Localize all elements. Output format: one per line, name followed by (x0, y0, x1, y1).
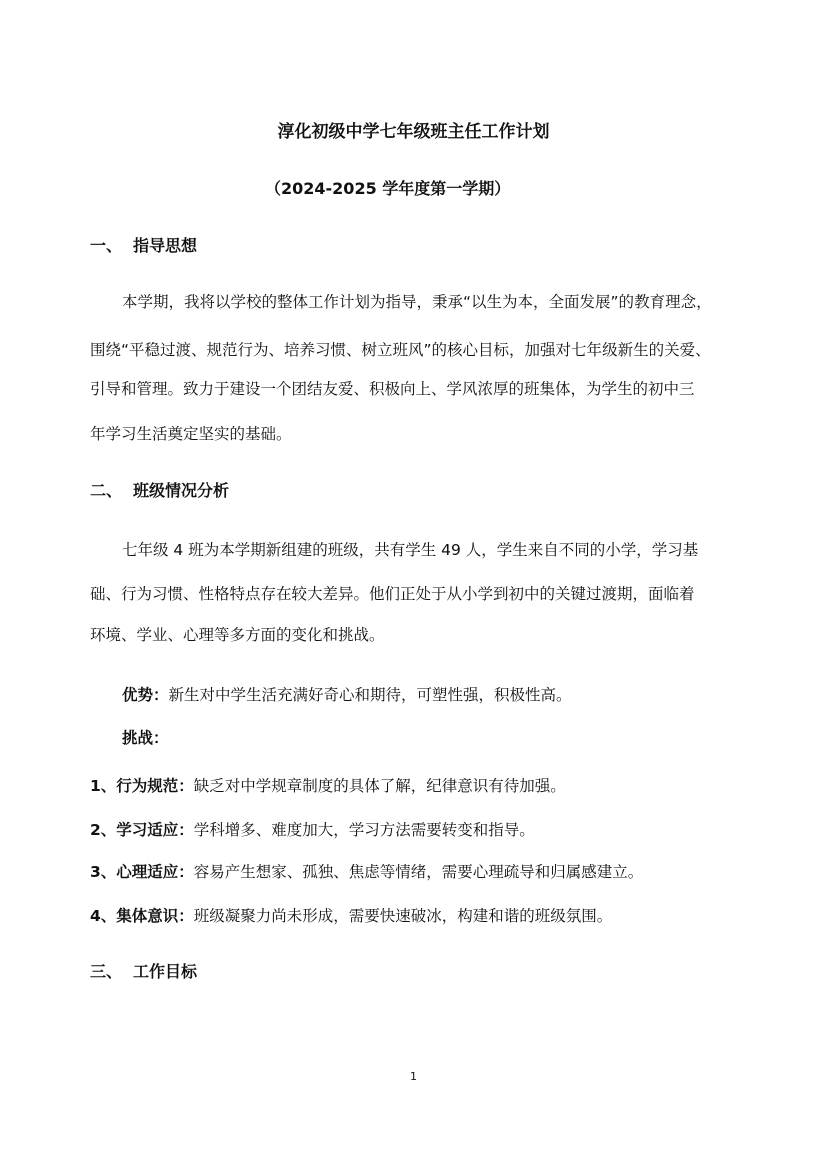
challenge-item-text: 学科增多、难度加大，学习方法需要转变和指导。 (193, 821, 535, 839)
advantage-label: 优势： (122, 686, 169, 704)
paragraph-line: 引导和管理。致力于建设一个团结友爱、积极向上、学风浓厚的班集体，为学生的初中三 (90, 380, 695, 398)
section-title: 指导思想 (133, 236, 198, 255)
paragraph-line: 七年级 4 班为本学期新组建的班级，共有学生 49 人，学生来自不同的小学，学习基 (122, 541, 699, 559)
paragraph-line: 本学期，我将以学校的整体工作计划为指导，秉承“以生为本，全面发展”的教育理念， (122, 293, 712, 311)
section-title: 班级情况分析 (133, 481, 230, 500)
challenge-item (90, 819, 535, 841)
challenge-item (90, 861, 643, 883)
challenge-item-text: 班级凝聚力尚未形成，需要快速破冰，构建和谐的班级氛围。 (193, 907, 613, 925)
section-heading-2 (90, 480, 229, 502)
section-number: 三、 (90, 962, 123, 981)
document-title: 淳化初级中学七年级班主任工作计划 (277, 122, 550, 142)
section-heading-1 (90, 235, 197, 257)
challenge-item (90, 775, 566, 797)
advantage-line (122, 684, 572, 706)
challenge-label: 挑战： (122, 729, 169, 747)
paragraph-line: 础、行为习惯、性格特点存在较大差异。他们正处于从小学到初中的关键过渡期，面临着 (90, 585, 695, 603)
advantage-text: 新生对中学生活充满好奇心和期待，可塑性强，积极性高。 (168, 686, 572, 704)
section-title: 工作目标 (133, 962, 198, 981)
challenge-item-label: 1、行为规范： (90, 777, 194, 795)
page-number: 1 (410, 1070, 417, 1083)
challenge-item-label: 2、学习适应： (90, 821, 194, 839)
challenge-item (90, 905, 612, 927)
section-number: 一、 (90, 236, 123, 255)
challenge-item-label: 4、集体意识： (90, 907, 194, 925)
paragraph-line: 围绕“平稳过渡、规范行为、培养习惯、树立班风”的核心目标，加强对七年级新生的关爱、 (90, 341, 711, 359)
challenge-item-label: 3、心理适应： (90, 863, 194, 881)
challenge-item-text: 缺乏对中学规章制度的具体了解，纪律意识有待加强。 (193, 777, 566, 795)
paragraph-line: 环境、学业、心理等多方面的变化和挑战。 (90, 626, 385, 644)
document-subtitle: （2024-2025 学年度第一学期） (265, 179, 511, 198)
paragraph-line: 年学习生活奠定坚实的基础。 (90, 425, 292, 443)
section-number: 二、 (90, 481, 123, 500)
challenge-item-text: 容易产生想家、孤独、焦虑等情绪，需要心理疏导和归属感建立。 (193, 863, 644, 881)
section-heading-3 (90, 961, 197, 983)
